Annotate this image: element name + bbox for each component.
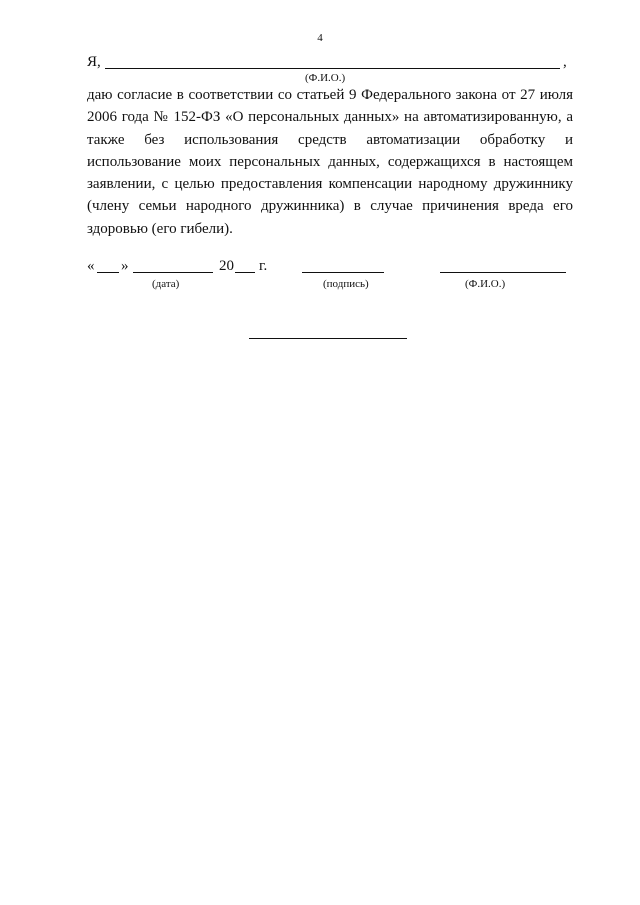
signature-row	[87, 258, 577, 278]
date-close-quote: »	[121, 258, 129, 274]
signature-caption: (подпись)	[323, 278, 369, 290]
year-blank-field[interactable]	[235, 272, 255, 273]
fio-line	[87, 54, 572, 72]
month-blank-field[interactable]	[133, 272, 213, 273]
signature-blank-field[interactable]	[302, 272, 384, 273]
pronoun-ya: Я,	[87, 54, 101, 70]
year-prefix: 20	[219, 258, 234, 274]
day-blank-field[interactable]	[97, 272, 119, 273]
signer-fio-blank-field[interactable]	[440, 272, 566, 273]
fio-comma: ,	[563, 54, 567, 70]
date-caption: (дата)	[152, 278, 180, 290]
fio-blank-field[interactable]	[105, 68, 560, 69]
closing-divider	[249, 338, 407, 339]
fio-caption: (Ф.И.О.)	[305, 72, 346, 84]
date-open-quote: «	[87, 258, 95, 274]
signer-fio-caption: (Ф.И.О.)	[465, 278, 506, 290]
page-number: 4	[317, 32, 323, 44]
consent-body-text: даю согласие в соответствии со статьей 9 Федерального закона от 27 июля 2006 года № 152-ФЗ «О персональных данных» на автоматизированную, а также без использования средств автоматизации обработку и использование моих персональных данных, содержащихся в настоящем заявлении, с целью предоставления компенсации народному дружиннику (члену семьи народного дружинника) в случае причинения вреда его здоровью (его гибели).	[87, 87, 573, 237]
year-suffix: г.	[259, 258, 268, 274]
